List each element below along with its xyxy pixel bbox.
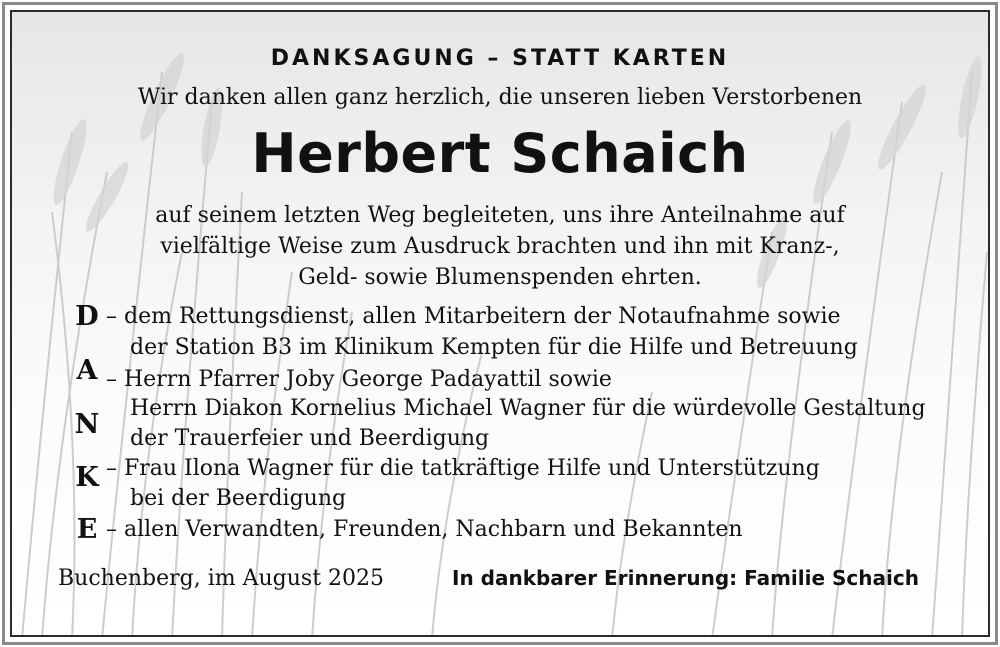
danke-letter: D <box>75 301 99 332</box>
thanks-line: – dem Rettungsdienst, allen Mitarbeitern der Notaufnahme sowie <box>106 304 841 329</box>
thanks-line: der Station B3 im Klinikum Kempten für die Hilfe und Betreuung <box>130 335 858 360</box>
place-date: Buchenberg, im August 2025 <box>58 566 385 591</box>
thanks-line: Herrn Diakon Kornelius Michael Wagner für die würdevolle Gestaltung <box>130 396 926 421</box>
danke-letter: N <box>74 409 100 440</box>
danke-letter: A <box>76 355 98 386</box>
danke-letter: K <box>75 462 99 493</box>
paragraph-line: auf seinem letzten Weg begleiteten, uns ihre Anteilnahme auf <box>155 203 845 228</box>
intro-text: Wir danken allen ganz herzlich, die unseren lieben Verstorbenen <box>137 85 863 110</box>
thanks-line: – allen Verwandten, Freunden, Nachbarn und Bekannten <box>106 517 743 542</box>
paragraph-line: vielfältige Weise zum Ausdruck brachten und ihn mit Kranz-, <box>160 234 840 259</box>
deceased-name: Herbert Schaich <box>251 122 749 185</box>
thanks-line: bei der Beerdigung <box>130 486 347 511</box>
thanks-line: – Frau Ilona Wagner für die tatkräftige Hilfe und Unterstützung <box>106 456 820 481</box>
paragraph-line: Geld- sowie Blumenspenden ehrten. <box>298 265 702 290</box>
danke-letter: E <box>76 514 98 545</box>
thanks-line: – Herrn Pfarrer Joby George Padayattil sowie <box>106 367 612 392</box>
family-signature: In dankbarer Erinnerung: Familie Schaich <box>452 566 919 590</box>
heading: DANKSAGUNG – STATT KARTEN <box>270 46 730 71</box>
thanks-line: der Trauerfeier und Beerdigung <box>130 426 490 451</box>
